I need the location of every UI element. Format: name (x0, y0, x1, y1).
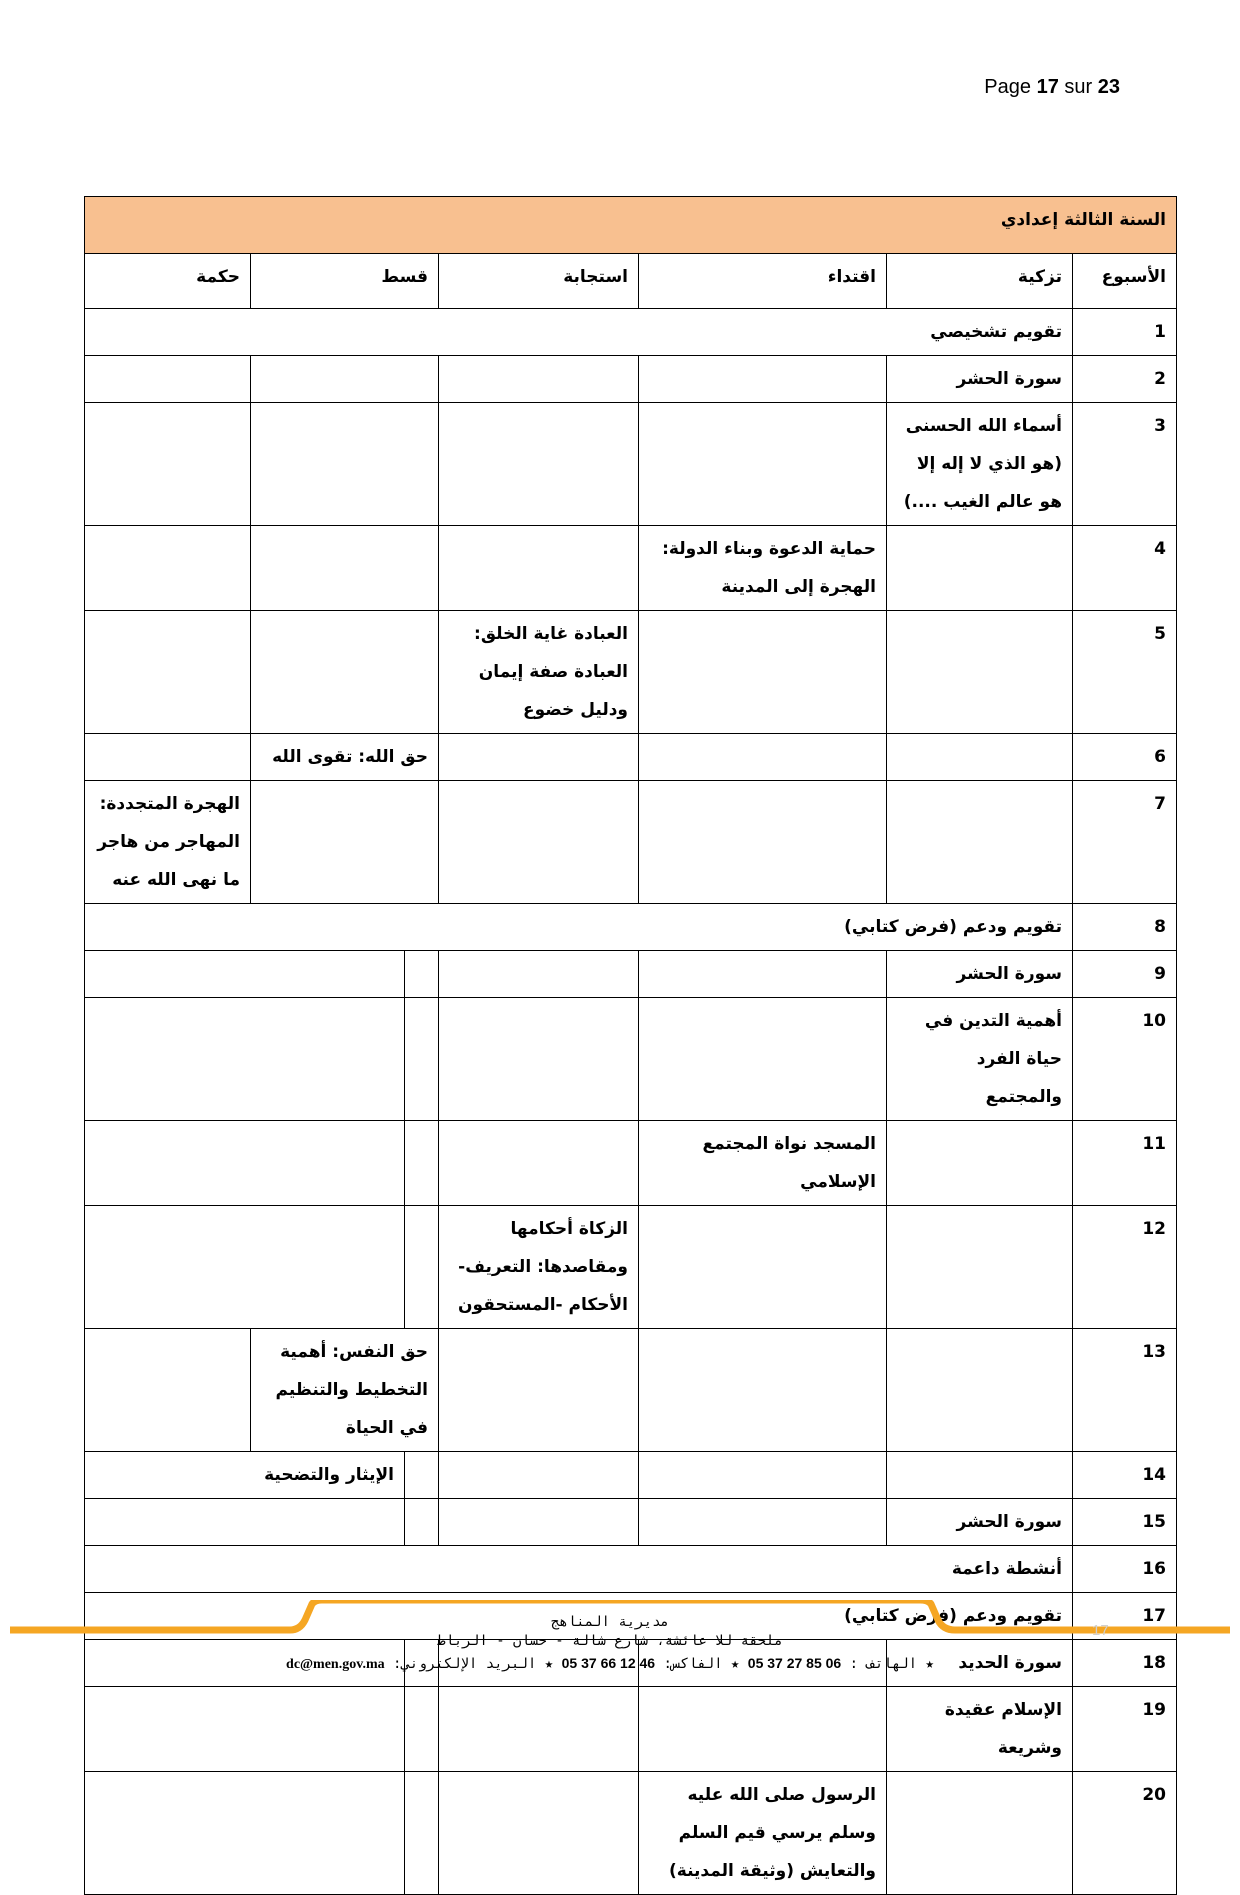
cell-qist (251, 356, 439, 403)
table-row (85, 734, 1177, 781)
footer-decorative-line (0, 1600, 1240, 1660)
table-row (85, 1546, 1177, 1593)
cell-qist (251, 403, 439, 526)
week-number: 5 (1073, 611, 1177, 734)
table-row (85, 998, 1177, 1121)
cell-merged: أنشطة داعمة (85, 1546, 1073, 1593)
cell-hikma (85, 611, 251, 734)
table-row (85, 1206, 1177, 1329)
week-number: 20 (1073, 1772, 1177, 1895)
table-row (85, 611, 1177, 734)
fax-label: ★ الفاكس: (663, 1656, 740, 1672)
cell-hikma (85, 734, 251, 781)
table-row (85, 1772, 1177, 1895)
cell-istijaba (439, 1329, 639, 1452)
cell-istijaba (439, 526, 639, 611)
cell-istijaba (439, 356, 639, 403)
table-row (85, 904, 1177, 951)
table-row (85, 309, 1177, 356)
cell-tazkiya (887, 1121, 1073, 1206)
week-number: 6 (1073, 734, 1177, 781)
table-row (85, 356, 1177, 403)
cell-qist (251, 611, 439, 734)
cell-iqtida (639, 403, 887, 526)
week-number: 17 (1073, 1593, 1177, 1640)
table-row (85, 1121, 1177, 1206)
week-number: 18 (1073, 1640, 1177, 1687)
cell-hikma (85, 356, 251, 403)
cell-iqtida (639, 356, 887, 403)
cell-tazkiya: سورة الحشر (887, 356, 1073, 403)
table-row (85, 951, 1177, 998)
cell-tazkiya: سورة الحديد (887, 1640, 1073, 1687)
cell-iqtida: حماية الدعوة وبناء الدولة: الهجرة إلى المدينة (639, 526, 887, 611)
week-number: 2 (1073, 356, 1177, 403)
cell-qist (405, 951, 439, 998)
table-row (85, 1452, 1177, 1499)
cell-iqtida: الرسول صلى الله عليه وسلم يرسي قيم السلم والتعايش (وثيقة المدينة) (639, 1772, 887, 1895)
cell-qist (405, 1499, 439, 1546)
week-number: 15 (1073, 1499, 1177, 1546)
cell-istijaba: الزكاة أحكامها ومقاصدها: التعريف- الأحكام -المستحقون (439, 1206, 639, 1329)
cell-qist (251, 781, 439, 904)
cell-tazkiya (887, 1772, 1073, 1895)
cell-istijaba (439, 1499, 639, 1546)
cell-tazkiya (887, 611, 1073, 734)
table-title: السنة الثالثة إعدادي (85, 197, 1177, 254)
cell-hikma (85, 403, 251, 526)
table-row (85, 1499, 1177, 1546)
page-number (960, 76, 1120, 99)
cell-istijaba (439, 403, 639, 526)
header-qist: قسط (251, 254, 439, 309)
footer-address: ملحقة للا عائشة، شارع شالة - حسان - الرباط (437, 1633, 783, 1649)
table-row (85, 781, 1177, 904)
cell-istijaba (439, 1121, 639, 1206)
cell-istijaba: العبادة غاية الخلق: العبادة صفة إيمان ودليل خضوع (439, 611, 639, 734)
page-total: 23 (1097, 76, 1120, 98)
cell-hikma (85, 526, 251, 611)
header-iqtida: اقتداء (639, 254, 887, 309)
cell-qist (405, 1772, 439, 1895)
cell-hikma (85, 951, 405, 998)
cell-tazkiya (887, 781, 1073, 904)
cell-qist (405, 1206, 439, 1329)
cell-tazkiya (887, 734, 1073, 781)
cell-tazkiya: الإسلام عقيدة وشريعة (887, 1687, 1073, 1772)
cell-iqtida (639, 1206, 887, 1329)
cell-merged: تقويم ودعم (فرض كتابي) (85, 904, 1073, 951)
phone-label: ★ الهاتف : (849, 1656, 934, 1672)
cell-hikma (85, 1329, 251, 1452)
cell-tazkiya: أهمية التدين في حياة الفرد والمجتمع (887, 998, 1073, 1121)
cell-iqtida (639, 998, 887, 1121)
footer-contacts (0, 1655, 1230, 1673)
cell-hikma (85, 1206, 405, 1329)
cell-qist (405, 1452, 439, 1499)
page-current: 17 (1036, 76, 1059, 98)
cell-qist (405, 1121, 439, 1206)
email-link[interactable]: dc@men.gov.ma (286, 1657, 385, 1672)
cell-qist: حق الله: تقوى الله (251, 734, 439, 781)
cell-istijaba (439, 734, 639, 781)
cell-istijaba (439, 951, 639, 998)
week-number: 12 (1073, 1206, 1177, 1329)
cell-iqtida: المسجد نواة المجتمع الإسلامي (639, 1121, 887, 1206)
cell-hikma (85, 998, 405, 1121)
week-number: 3 (1073, 403, 1177, 526)
week-number: 7 (1073, 781, 1177, 904)
cell-iqtida (639, 1499, 887, 1546)
page-prefix: Page (984, 76, 1032, 98)
table-row (85, 526, 1177, 611)
cell-iqtida (639, 781, 887, 904)
week-number: 9 (1073, 951, 1177, 998)
cell-tazkiya: سورة الحشر (887, 951, 1073, 998)
cell-istijaba (439, 1452, 639, 1499)
cell-iqtida (639, 1329, 887, 1452)
table-row (85, 1329, 1177, 1452)
cell-tazkiya (887, 1452, 1073, 1499)
cell-qist (405, 998, 439, 1121)
cell-tazkiya: أسماء الله الحسنى (هو الذي لا إله إلا هو عالم الغيب ....) (887, 403, 1073, 526)
week-number: 4 (1073, 526, 1177, 611)
week-number: 16 (1073, 1546, 1177, 1593)
week-number: 11 (1073, 1121, 1177, 1206)
week-number: 10 (1073, 998, 1177, 1121)
cell-hikma (85, 1772, 405, 1895)
cell-istijaba (439, 781, 639, 904)
table-row (85, 403, 1177, 526)
cell-iqtida (639, 951, 887, 998)
cell-hikma: الهجرة المتجددة: المهاجر من هاجر ما نهى الله عنه (85, 781, 251, 904)
cell-iqtida (639, 1452, 887, 1499)
footer-line1: مديرية المناهج (550, 1614, 669, 1630)
header-week: الأسبوع (1073, 254, 1177, 309)
week-number: 1 (1073, 309, 1177, 356)
email-label: ★ البريد الإلكتروني: (393, 1656, 554, 1672)
fax-number: 05 37 66 12 46 (561, 1655, 656, 1671)
cell-tazkiya: سورة الحشر (887, 1499, 1073, 1546)
week-number: 19 (1073, 1687, 1177, 1772)
cell-tazkiya (887, 1329, 1073, 1452)
cell-merged: تقويم تشخيصي (85, 309, 1073, 356)
faint-page-number: 17 (1092, 1622, 1109, 1639)
week-number: 14 (1073, 1452, 1177, 1499)
phone-number: 05 37 27 85 06 (747, 1655, 842, 1671)
header-tazkiya: تزكية (887, 254, 1073, 309)
header-istijaba: استجابة (439, 254, 639, 309)
cell-qist (251, 526, 439, 611)
cell-hikma: الإيثار والتضحية (85, 1452, 405, 1499)
cell-hikma (85, 1121, 405, 1206)
cell-hikma (85, 1499, 405, 1546)
cell-merged: تقويم ودعم (فرض كتابي) (85, 1593, 1073, 1640)
page-sep: sur (1064, 76, 1093, 98)
cell-istijaba (439, 1772, 639, 1895)
week-number: 13 (1073, 1329, 1177, 1452)
cell-tazkiya (887, 1206, 1073, 1329)
cell-iqtida (639, 611, 887, 734)
header-hikma: حكمة (85, 254, 251, 309)
cell-qist: حق النفس: أهمية التخطيط والتنظيم في الحياة (251, 1329, 439, 1452)
cell-istijaba (439, 998, 639, 1121)
week-number: 8 (1073, 904, 1177, 951)
cell-iqtida (639, 734, 887, 781)
cell-tazkiya (887, 526, 1073, 611)
